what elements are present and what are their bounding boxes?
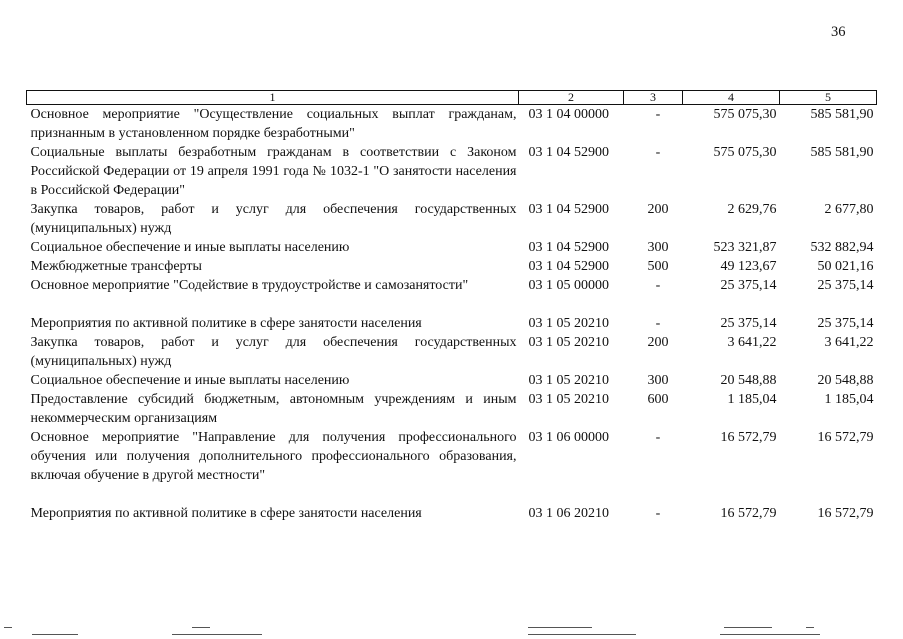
row-type: 500 <box>647 259 669 274</box>
row-name: Мероприятия по активной политике в сфере занятости населения <box>30 316 422 331</box>
row-code: 03 1 05 00000 <box>528 278 609 293</box>
row-type: - <box>655 145 661 160</box>
footer-line <box>806 627 814 628</box>
row-value-col4: 16 572,79 <box>720 430 777 445</box>
row-value-col5: 25 375,14 <box>817 316 874 331</box>
row-name: Межбюджетные трансферты <box>30 259 202 274</box>
row-value-col4: 1 185,04 <box>727 392 777 407</box>
row-value-col4: 20 548,88 <box>720 373 777 388</box>
footer-line <box>172 634 262 635</box>
row-value-col5: 50 021,16 <box>817 259 874 274</box>
footer-line <box>724 627 772 628</box>
table-row <box>27 314 877 333</box>
row-value-col4: 25 375,14 <box>720 316 777 331</box>
row-code: 03 1 04 52900 <box>528 240 609 255</box>
row-name: Предоставление субсидий бюджетным, автономным учреждениям и иным некоммерческим организациям <box>30 392 517 426</box>
row-value-col4: 49 123,67 <box>720 259 777 274</box>
row-name: Мероприятия по активной политике в сфере занятости населения <box>30 506 422 521</box>
header-col-3: 3 <box>624 91 683 105</box>
row-value-col4: 575 075,30 <box>713 145 777 160</box>
row-type: 600 <box>647 392 669 407</box>
row-value-col5: 585 581,90 <box>810 107 874 122</box>
row-code: 03 1 05 20210 <box>528 335 609 350</box>
table-row <box>27 257 877 276</box>
table-row <box>27 333 877 371</box>
row-name: Социальное обеспечение и иные выплаты населению <box>30 373 350 388</box>
header-col-4: 4 <box>683 91 780 105</box>
row-code: 03 1 04 52900 <box>528 145 609 160</box>
footer-scan-lines <box>0 626 903 639</box>
row-type: 200 <box>647 202 669 217</box>
row-code: 03 1 06 20210 <box>528 506 609 521</box>
row-value-col4: 2 629,76 <box>727 202 777 217</box>
footer-line <box>192 627 210 628</box>
row-name: Социальные выплаты безработным гражданам в соответствии с Законом Российской Федерации от 19 апреля 1991 года № 1032-1 "О занятости населения в Российской Федерации" <box>30 145 517 198</box>
footer-line <box>528 634 636 635</box>
row-name: Основное мероприятие "Направление для получения профессионального обучения или получения дополнительного профессионального образования, включая обучение в другой местности" <box>30 430 517 483</box>
row-name: Основное мероприятие "Содействие в трудоустройстве и самозанятости" <box>30 278 469 293</box>
row-value-col5: 25 375,14 <box>817 278 874 293</box>
row-value-col5: 2 677,80 <box>824 202 874 217</box>
table-row <box>27 276 877 314</box>
footer-line <box>4 627 12 628</box>
header-col-2: 2 <box>519 91 624 105</box>
row-value-col4: 575 075,30 <box>713 107 777 122</box>
row-type: - <box>655 278 661 293</box>
row-value-col5: 1 185,04 <box>824 392 874 407</box>
row-type: - <box>655 430 661 445</box>
table-row <box>27 371 877 390</box>
table-row <box>27 200 877 238</box>
budget-table <box>26 90 877 523</box>
footer-line <box>528 627 592 628</box>
row-code: 03 1 06 00000 <box>528 430 609 445</box>
row-value-col5: 20 548,88 <box>817 373 874 388</box>
table-row <box>27 238 877 257</box>
header-col-1: 1 <box>27 91 519 105</box>
row-code: 03 1 04 52900 <box>528 259 609 274</box>
row-code: 03 1 05 20210 <box>528 316 609 331</box>
row-code: 03 1 05 20210 <box>528 392 609 407</box>
footer-line <box>32 634 78 635</box>
row-type: 300 <box>647 373 669 388</box>
row-code: 03 1 04 52900 <box>528 202 609 217</box>
row-value-col5: 16 572,79 <box>817 506 874 521</box>
row-type: 300 <box>647 240 669 255</box>
row-value-col5: 3 641,22 <box>824 335 874 350</box>
table-row <box>27 105 877 144</box>
header-col-5: 5 <box>780 91 877 105</box>
row-type: 200 <box>647 335 669 350</box>
row-value-col5: 532 882,94 <box>810 240 874 255</box>
row-code: 03 1 05 20210 <box>528 373 609 388</box>
row-type: - <box>655 316 661 331</box>
footer-line <box>720 634 820 635</box>
row-value-col5: 585 581,90 <box>810 145 874 160</box>
row-name: Закупка товаров, работ и услуг для обеспечения государственных (муниципальных) нужд <box>30 335 517 369</box>
page-number: 36 <box>831 24 846 40</box>
row-code: 03 1 04 00000 <box>528 107 609 122</box>
row-value-col4: 3 641,22 <box>727 335 777 350</box>
row-value-col4: 16 572,79 <box>720 506 777 521</box>
row-name: Социальное обеспечение и иные выплаты населению <box>30 240 350 255</box>
row-value-col4: 25 375,14 <box>720 278 777 293</box>
row-value-col4: 523 321,87 <box>713 240 777 255</box>
row-value-col5: 16 572,79 <box>817 430 874 445</box>
row-type: - <box>655 506 661 521</box>
table-row <box>27 428 877 504</box>
table-row <box>27 504 877 523</box>
table-row <box>27 143 877 200</box>
row-name: Основное мероприятие "Осуществление социальных выплат гражданам, признанным в установленном порядке безработными" <box>30 107 517 141</box>
table-header-row <box>27 91 877 105</box>
row-type: - <box>655 107 661 122</box>
row-name: Закупка товаров, работ и услуг для обеспечения государственных (муниципальных) нужд <box>30 202 517 236</box>
table-row <box>27 390 877 428</box>
